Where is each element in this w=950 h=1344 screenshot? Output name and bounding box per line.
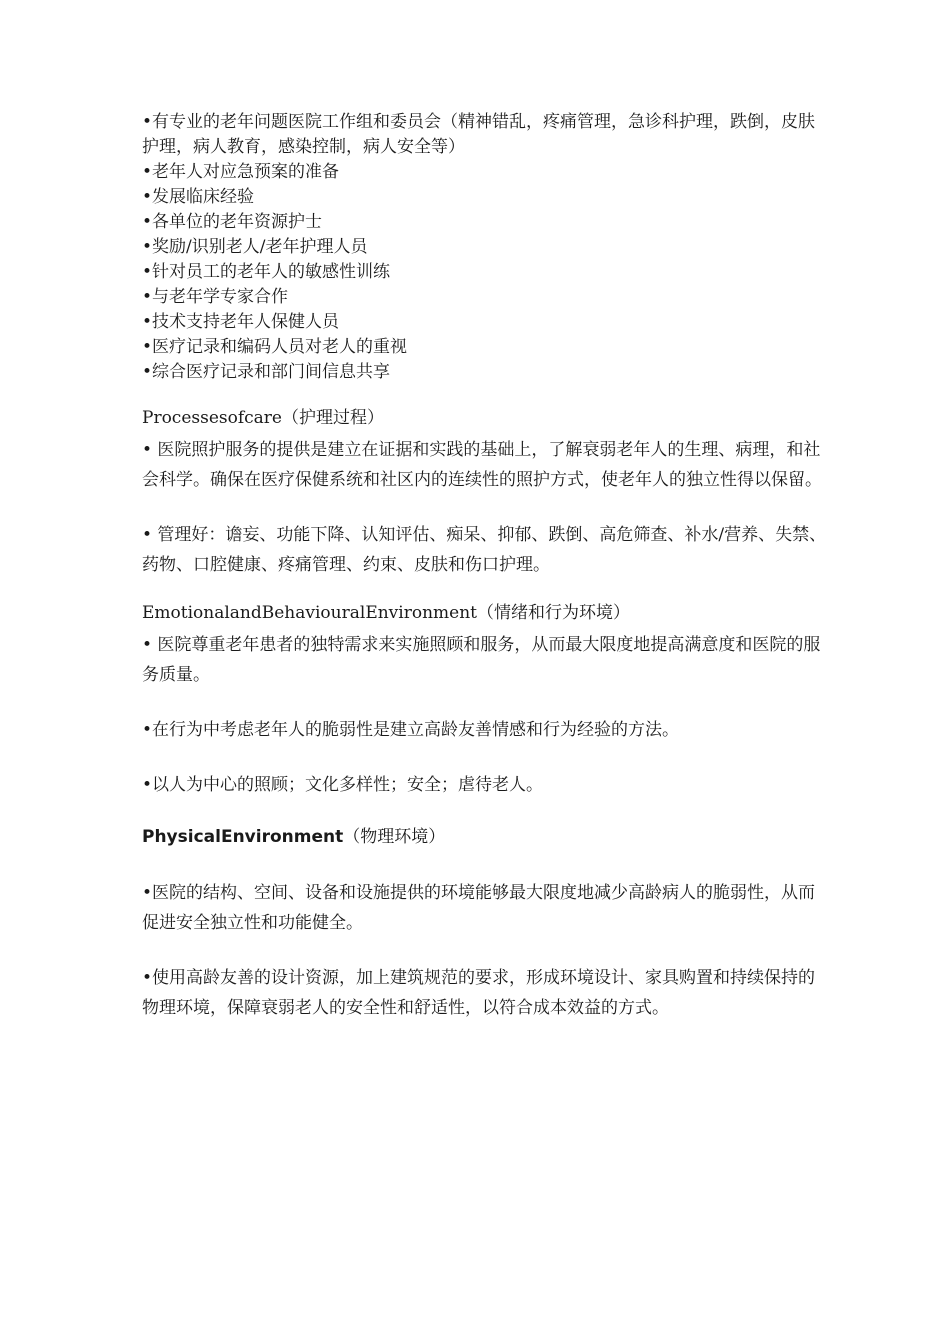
processes-of-care-heading: Processesofcare（护理过程） xyxy=(142,408,384,428)
document-page xyxy=(142,110,832,1023)
list-item: •技术支持老年人保健人员 xyxy=(142,312,340,332)
processes-paragraph: • 医院照护服务的提供是建立在证据和实践的基础上，了解衰弱老年人的生理、病理，和社会科学。确保在医疗保健系统和社区内的连续性的照护方式，使老年人的独立性得以保留。 xyxy=(142,440,822,490)
emotional-paragraph: • 医院尊重老年患者的独特需求来实施照顾和服务，从而最大限度地提高满意度和医院的服务质量。 xyxy=(142,635,821,685)
list-item: •医疗记录和编码人员对老人的重视 xyxy=(142,337,408,357)
list-item: •老年人对应急预案的准备 xyxy=(142,162,340,182)
processes-paragraph: • 管理好：谵妄、功能下降、认知评估、痴呆、抑郁、跌倒、高危筛查、补水/营养、失禁、药物、口腔健康、疼痛管理、约束、皮肤和伤口护理。 xyxy=(142,525,827,575)
physical-paragraph: •使用高龄友善的设计资源，加上建筑规范的要求，形成环境设计、家具购置和持续保持的物理环境，保障衰弱老人的安全性和舒适性，以符合成本效益的方式。 xyxy=(142,968,816,1018)
list-item: •发展临床经验 xyxy=(142,187,255,207)
list-item: •综合医疗记录和部门间信息共享 xyxy=(142,362,391,382)
emotional-paragraph: •以人为中心的照顾；文化多样性；安全；虐待老人。 xyxy=(142,775,544,795)
list-item: •针对员工的老年人的敏感性训练 xyxy=(142,262,391,282)
physical-environment-heading xyxy=(142,825,832,850)
physical-environment-heading-latin: PhysicalEnvironment xyxy=(142,827,344,847)
physical-environment-heading-cn: （物理环境） xyxy=(343,827,446,847)
list-item: •各单位的老年资源护士 xyxy=(142,212,323,232)
list-item: •有专业的老年问题医院工作组和委员会（精神错乱，疼痛管理，急诊科护理，跌倒，皮肤护理，病人教育，感染控制，病人安全等） xyxy=(142,112,816,157)
list-item: •奖励/识别老人/老年护理人员 xyxy=(142,237,368,257)
list-item: •与老年学专家合作 xyxy=(142,287,289,307)
emotional-environment-heading: EmotionalandBehaviouralEnvironment（情绪和行为环境） xyxy=(142,603,630,623)
organization-list xyxy=(142,110,832,385)
emotional-paragraph: •在行为中考虑老年人的脆弱性是建立高龄友善情感和行为经验的方法。 xyxy=(142,720,680,740)
physical-paragraph: •医院的结构、空间、设备和设施提供的环境能够最大限度地减少高龄病人的脆弱性，从而促进安全独立性和功能健全。 xyxy=(142,883,816,933)
